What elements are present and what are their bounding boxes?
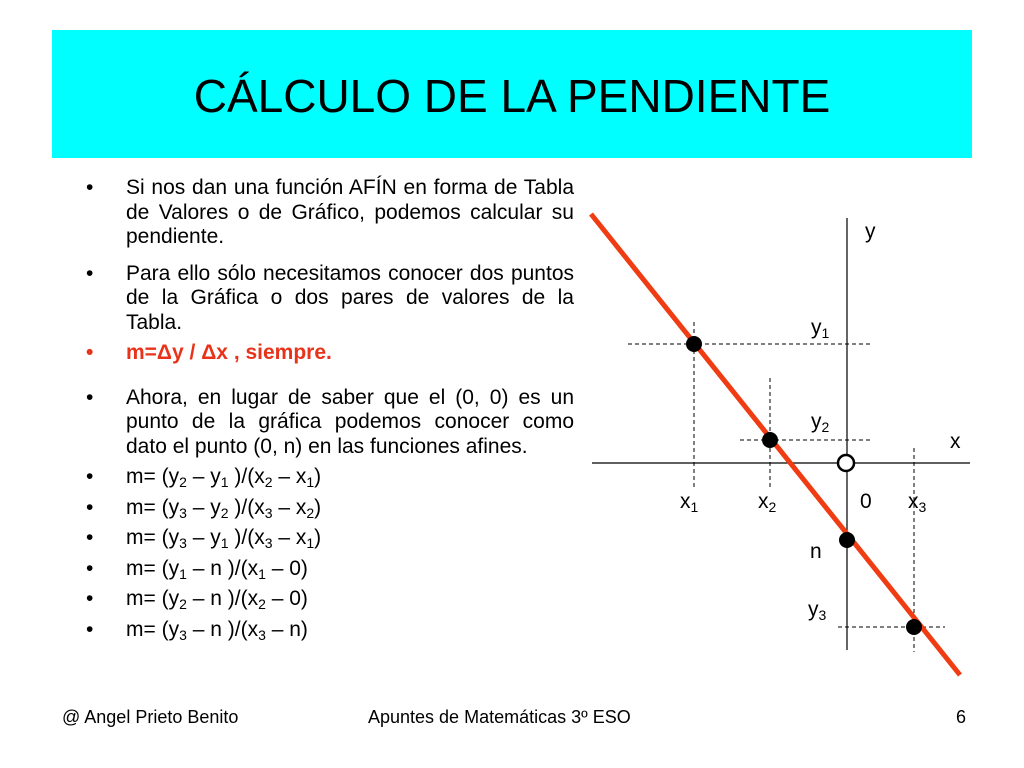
- formula-item: • $m= (y_3 - y_2$ )$/(x_3 - x_2)$: [86, 496, 574, 521]
- bullet-item: • Ahora, en lugar de saber que el (0, 0) es un punto de la gráfica podemos conocer como dato el punto (0, n) en las funciones afines.: [86, 386, 574, 460]
- footer-course: Apuntes de Matemáticas 3º ESO: [368, 707, 631, 727]
- n-label: n: [810, 540, 822, 563]
- point-0-n: [839, 532, 855, 548]
- footer-page-number: 6: [956, 707, 967, 727]
- bullet-item: • Para ello sólo necesitamos conocer dos puntos de la Gráfica o dos pares de valores de la Tabla.: [86, 262, 574, 336]
- slope-formula-bullet: • m=Δy / Δx , siempre.: [86, 341, 574, 366]
- formula-item: • $m= (y_3 - y_1$ )$/(x_3 - x_1)$: [86, 526, 574, 551]
- x3-label: $x_3$: [908, 490, 927, 515]
- formula-item: • $m= (y_2 - y_1$ )$/(x_2 - x_1)$: [86, 465, 574, 490]
- point-x3-y3: [906, 619, 922, 635]
- x-axis-label: x: [950, 430, 961, 453]
- point-x2-y2: [762, 432, 778, 448]
- y3-label: $y_3$: [808, 598, 827, 623]
- bullet-item: • Si nos dan una función AFÍN en forma de Tabla de Valores o de Gráfico, podemos calcular su pendiente.: [86, 176, 574, 250]
- y2-label: $y_2$: [811, 410, 830, 435]
- footer-author: @ Angel Prieto Benito: [62, 707, 239, 727]
- origin-point: [838, 455, 854, 471]
- formula-item: • $m= (y_2 - n$ )$/(x_2 - 0)$: [86, 587, 574, 612]
- x2-label: $x_2$: [758, 490, 777, 515]
- origin-label: 0: [860, 490, 872, 513]
- y-axis-label: y: [865, 220, 876, 243]
- formula-item: • $m= (y_1 - n$ )$/(x_1 - 0)$: [86, 557, 574, 582]
- formula-item: • $m= (y_3 - n$ )$/(x_3 - n)$: [86, 618, 574, 643]
- y1-label: $y_1$: [811, 316, 830, 341]
- point-x1-y1: [686, 336, 702, 352]
- x1-label: $x_1$: [680, 490, 699, 515]
- page-title: CÁLCULO DE LA PENDIENTE: [193, 70, 831, 122]
